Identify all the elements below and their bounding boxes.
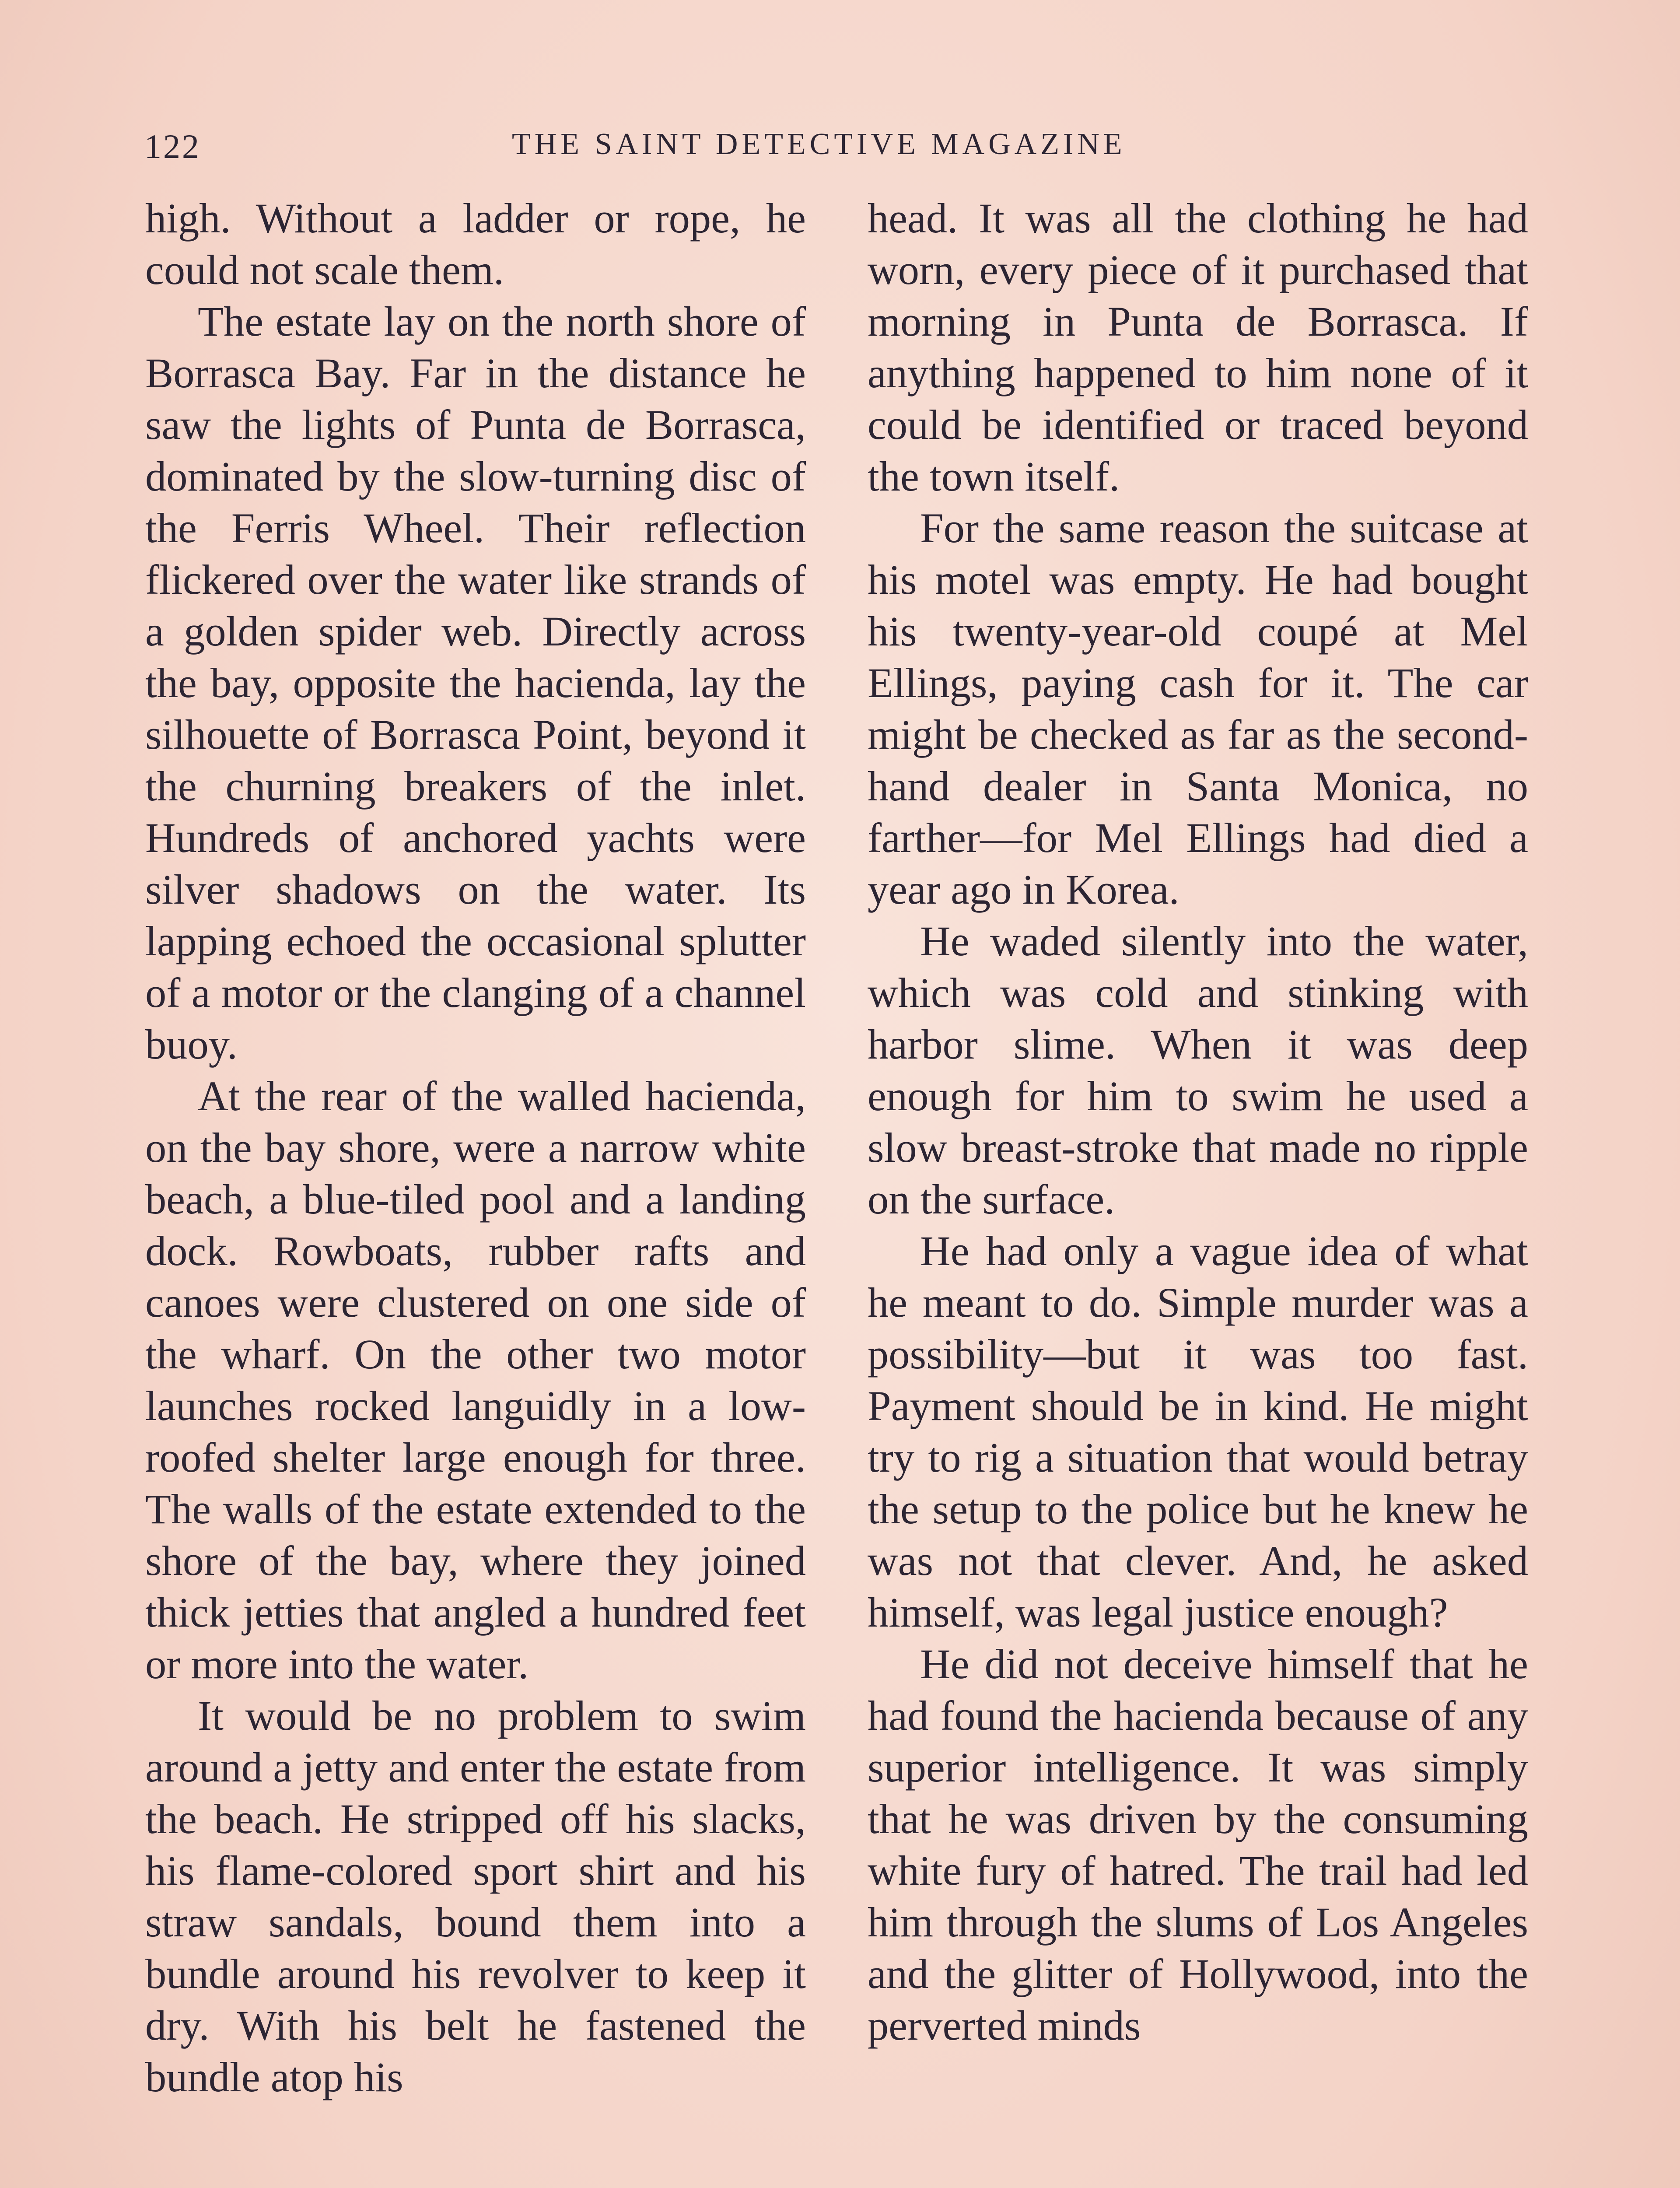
paragraph: He waded silently into the water, which was cold and stinking with harbor slime. When it was deep enough for him to swim he used a slow breast-stroke that made no ripple on the surface. [868, 918, 1528, 1223]
magazine-title: THE SAINT DETECTIVE MAGAZINE [512, 127, 1126, 161]
paragraph: At the rear of the walled hacienda, on the bay shore, were a narrow white beach, a blue-tiled pool and a landing dock. Rowboats, rubber rafts and canoes were clustered on one side of the wharf. On the other two motor launches rocked languidly in a low-roofed shelter large enough for three. The walls of the estate extended to the shore of the bay, where they joined thick jetties that angled a hundred feet or more into the water. [145, 1073, 806, 1687]
left-column [145, 193, 806, 2103]
paragraph: head. It was all the clothing he had worn, every piece of it purchased that morning in Punta de Borrasca. If anything happened to him none of it could be identified or traced beyond the town itself. [868, 195, 1528, 500]
page-number: 122 [144, 127, 201, 165]
running-head [144, 127, 1531, 179]
paragraph: The estate lay on the north shore of Borrasca Bay. Far in the distance he saw the lights of Punta de Borrasca, dominated by the slow-turning disc of the Ferris Wheel. Their reflection flickered over the water like strands of a golden spider web. Directly across the bay, opposite the hacienda, lay the silhouette of Borrasca Point, beyond it the churning breakers of the inlet. Hundreds of anchored yachts were silver shadows on the water. Its lapping echoed the occasional splutter of a motor or the clanging of a channel buoy. [145, 298, 806, 1068]
paragraph: For the same reason the suitcase at his motel was empty. He had bought his twenty-year-old coupé at Mel Ellings, paying cash for it. The car might be checked as far as the second-hand dealer in Santa Monica, no farther—for Mel Ellings had died a year ago in Korea. [868, 505, 1528, 913]
paragraph: high. Without a ladder or rope, he could not scale them. [145, 195, 806, 293]
paragraph: He had only a vague idea of what he meant to do. Simple murder was a possibility—but it was too fast. Payment should be in kind. He might try to rig a situation that would betray the setup to the police but he knew he was not that clever. And, he asked himself, was legal justice enough? [868, 1227, 1528, 1636]
right-column [868, 193, 1528, 2051]
paragraph: It would be no problem to swim around a jetty and enter the estate from the beach. He stripped off his slacks, his flame-colored sport shirt and his straw sandals, bound them into a bundle around his revolver to keep it dry. With his belt he fastened the bundle atop his [145, 1692, 806, 2100]
paragraph: He did not deceive himself that he had found the hacienda because of any superior intelligence. It was simply that he was driven by the consuming white fury of hatred. The trail had led him through the slums of Los Angeles and the glitter of Hollywood, into the perverted minds [868, 1641, 1528, 2049]
